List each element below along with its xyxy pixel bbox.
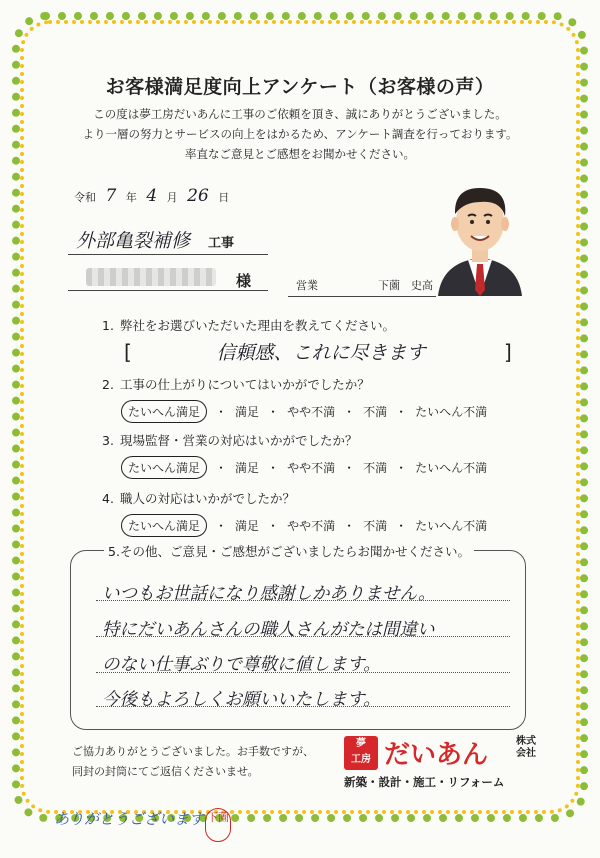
question-number: 4.	[102, 491, 114, 506]
logo-tagline: 新築・設計・施工・リフォーム	[344, 775, 505, 789]
option-dissatisfied[interactable]: 不満	[363, 405, 388, 419]
intro-line: 率直なご意見とご感想をお聞かせください。	[185, 147, 415, 161]
option-separator: ・	[395, 461, 408, 475]
option-very-dissatisfied[interactable]: たいへん不満	[415, 519, 488, 533]
option-separator: ・	[215, 519, 228, 533]
option-separator: ・	[343, 519, 356, 533]
option-somewhat-dissatisfied[interactable]: やや不満	[287, 519, 336, 533]
logo-name: だいあん	[384, 740, 489, 770]
option-very-dissatisfied[interactable]: たいへん不満	[415, 405, 488, 419]
answer-bracket-open: [	[124, 340, 132, 364]
name-seal: 下薗	[205, 808, 231, 842]
question-number: 3.	[102, 433, 114, 448]
reason-answer-field[interactable]	[128, 338, 514, 365]
option-dissatisfied[interactable]: 不満	[363, 461, 388, 475]
comment-line: 今後もよろしくお願いいたします。	[102, 690, 381, 710]
thanks-line: 同封の封筒にてご返信くださいませ。	[72, 765, 259, 778]
answer-bracket-close: ]	[504, 340, 512, 364]
option-very-satisfied-selected[interactable]: たいへん満足	[121, 400, 207, 423]
option-very-satisfied-selected[interactable]: たいへん満足	[121, 514, 207, 537]
question-1	[102, 316, 395, 334]
logo-mark-bottom: 工房	[351, 754, 371, 765]
rating-options-q4	[128, 514, 495, 537]
comment-line: いつもお世話になり感謝しかありません。	[102, 584, 436, 604]
option-separator: ・	[267, 461, 280, 475]
intro-text	[0, 104, 600, 164]
option-separator: ・	[215, 405, 228, 419]
date-day-label: 日	[218, 191, 230, 204]
comment-line: 特にだいあんさんの職人さんがたは間違い	[102, 620, 435, 640]
work-suffix: 工事	[208, 236, 235, 251]
question-text: その他、ご意見・ご感想がございましたらお聞かせください。	[119, 544, 470, 559]
customer-suffix: 様	[236, 272, 252, 290]
question-text: 工事の仕上がりについてはいかがでしたか？	[119, 377, 370, 392]
question-text: 弊社をお選びいただいた理由を教えてください。	[119, 318, 395, 333]
date-era: 令和	[74, 191, 96, 204]
option-separator: ・	[343, 405, 356, 419]
question-3	[102, 431, 357, 449]
question-2	[102, 375, 370, 393]
option-separator: ・	[395, 405, 408, 419]
option-separator: ・	[267, 519, 280, 533]
rating-options-q3	[128, 456, 495, 479]
thanks-line: ご協力ありがとうございました。お手数ですが、	[72, 745, 314, 758]
option-satisfied[interactable]: 満足	[235, 519, 260, 533]
date-field	[74, 186, 229, 206]
option-separator: ・	[267, 405, 280, 419]
logo-mark	[344, 736, 378, 770]
salesperson-avatar	[432, 178, 528, 296]
rating-options-q2	[128, 400, 495, 423]
comment-line: のない仕事ぶりで尊敬に値します。	[102, 655, 381, 675]
option-separator: ・	[395, 519, 408, 533]
option-satisfied[interactable]: 満足	[235, 461, 260, 475]
customer-name-redacted	[86, 268, 216, 286]
staff-signature: ありがとうございます	[54, 810, 205, 828]
option-very-satisfied-selected[interactable]: たいへん満足	[121, 456, 207, 479]
work-name-field[interactable]: 外部亀裂補修	[76, 230, 191, 252]
question-number: 1.	[102, 318, 114, 333]
option-separator: ・	[343, 461, 356, 475]
sales-label: 営業	[296, 279, 318, 292]
date-year[interactable]: 7	[105, 186, 117, 206]
date-month[interactable]: 4	[146, 186, 158, 206]
option-satisfied[interactable]: 満足	[235, 405, 260, 419]
date-month-label: 月	[166, 191, 178, 204]
logo-corp: 株式会社	[516, 736, 536, 759]
date-year-label: 年	[125, 191, 137, 204]
reason-answer-text: 信頼感、これに尽きます	[216, 342, 426, 364]
question-5	[104, 542, 474, 560]
sales-underline	[288, 296, 436, 297]
thanks-message	[72, 742, 314, 782]
option-somewhat-dissatisfied[interactable]: やや不満	[287, 461, 336, 475]
survey-title: お客様満足度向上アンケート（お客様の声）	[105, 76, 495, 98]
company-logo	[344, 736, 544, 796]
option-dissatisfied[interactable]: 不満	[363, 519, 388, 533]
logo-mark-top: 夢	[356, 738, 366, 749]
option-somewhat-dissatisfied[interactable]: やや不満	[287, 405, 336, 419]
option-separator: ・	[215, 461, 228, 475]
question-text: 職人の対応はいかがでしたか？	[119, 491, 295, 506]
question-number: 2.	[102, 377, 114, 392]
question-text: 現場監督・営業の対応はいかがでしたか？	[119, 433, 358, 448]
sales-name: 下薗 史高	[378, 279, 433, 292]
question-number: 5.	[108, 544, 120, 559]
question-4	[102, 489, 295, 507]
intro-line: この度は夢工房だいあんに工事のご依頼を頂き、誠にありがとうございました。	[93, 107, 507, 121]
date-day[interactable]: 26	[187, 186, 209, 206]
option-very-dissatisfied[interactable]: たいへん不満	[415, 461, 488, 475]
intro-line: より一層の努力とサービスの向上をはかるため、アンケート調査を行っております。	[82, 127, 518, 141]
